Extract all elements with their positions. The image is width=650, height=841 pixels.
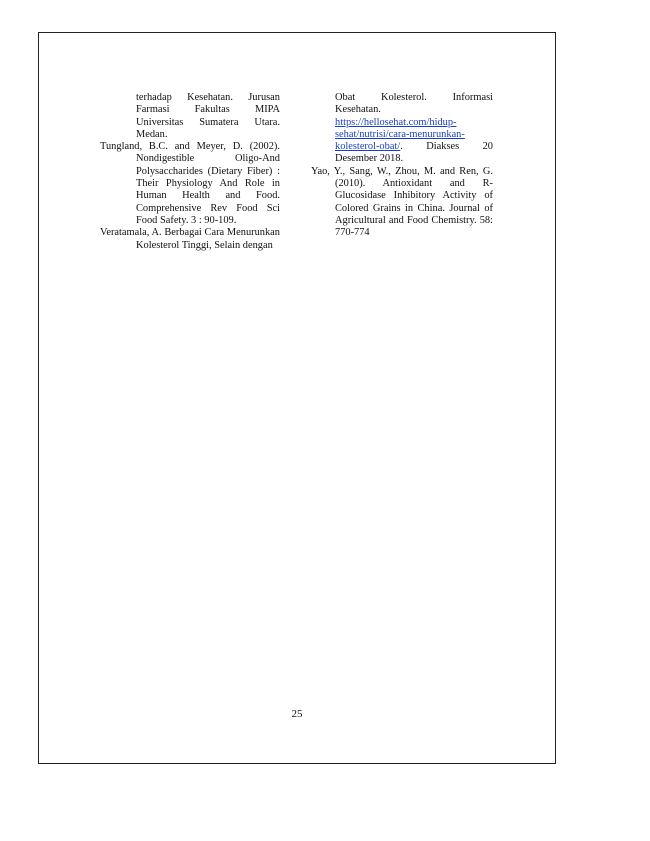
reference-yao: Yao, Y., Sang, W., Zhou, M. and Ren, G. (2010). Antioxidant and R-Glucosidase Inhibitory Activity of Colored Grains in China. Journal of Agricultural and Food Chemistry. 58: 770-774 — [311, 165, 493, 239]
reference-url-link[interactable]: https://hellosehat.com/hidup-sehat/nutrisi/cara-menurunkan-kolesterol-obat/ — [335, 116, 465, 153]
reference-continuation-text: Obat Kolesterol. Informasi Kesehatan. — [335, 92, 493, 116]
reference-tungland: Tungland, B.C. and Meyer, D. (2002). Nondigestible Oligo-And Polysaccharides (Dietary Fiber) : Their Physiology And Role in Human Health and Food. Comprehensive Rev Food Sci Food Safety. 3 : 90-109. — [100, 141, 280, 226]
reference-continuation: terhadap Kesehatan. Jurusan Farmasi Fakultas MIPA Universitas Sumatera Utara. Medan. — [136, 92, 280, 140]
page-number: 25 — [291, 708, 303, 720]
reference-veratamala-continuation — [311, 92, 493, 166]
reference-veratamala: Veratamala, A. Berbagai Cara Menurunkan Kolesterol Tinggi, Selain dengan — [100, 227, 280, 251]
left-column — [100, 92, 280, 252]
right-column — [311, 92, 493, 240]
reference-access-date: . Diakses 20 Desember 2018. — [335, 141, 493, 165]
